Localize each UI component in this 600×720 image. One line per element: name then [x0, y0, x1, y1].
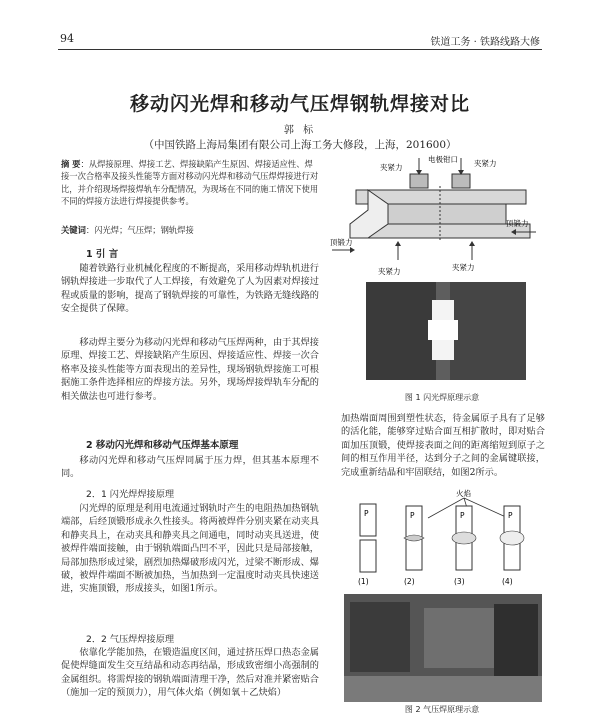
p-label-3: P [460, 511, 465, 520]
section-2-1-para: 闪光焊的原理是利用电流通过钢轨时产生的电阻热加热钢轨端部，后经顶锻形成永久性接头。将两被焊件分别夹紧在动夹具和静夹具上，在动夹具和静夹具之间通电，同时动夹具送进，使被焊件端面接触，由于钢轨端面凸凹不平，因此只是局部接触，局部加热形成过梁，剧烈加热爆破形成闪光，过梁不断形成、爆破，被焊件端面不断被加热，当加热到一定温度时动夹具快速送进，实施顶锻，形成接头，如图1所示。 [61, 503, 319, 595]
label-flame: 火焰 [456, 489, 471, 498]
keywords-label: 关键词 [61, 225, 86, 235]
p-label-4: P [508, 511, 513, 520]
section-2-para-1: 移动闪光焊和移动气压焊同属于压力焊，但其基本原理不同。 [61, 455, 319, 480]
section-2-title: 2 移动闪光焊和移动气压焊基本原理 [86, 440, 239, 451]
section-2-1-title: 2．1 闪光焊焊接原理 [86, 489, 175, 500]
paper-title: 移动闪光焊和移动气压焊钢轨焊接对比 [129, 93, 470, 115]
keywords [61, 224, 321, 236]
figure-2-diagram [344, 488, 544, 588]
section-1-para-2: 移动焊主要分为移动闪光焊和移动气压焊两种，由于其焊接原理、焊接工艺、焊接缺陷产生原因、焊接适应性、焊接一次合格率及接头性能等方面表现出的差异性，现场钢轨焊接施工可根据施工条件选择相应的焊接方法。另外，现场焊接焊轨车分配的相关做法也可进行参考。 [61, 337, 319, 402]
label-upset-left: 顶锻力 [330, 238, 353, 247]
author: 郭 标 [283, 125, 317, 136]
header-rule [58, 49, 542, 50]
step-label-4: (4) [502, 577, 513, 586]
figure-2-caption: 图 2 气压焊原理示意 [404, 705, 480, 714]
right-column-para: 加热端面周围到塑性状态，待金属原子具有了足够的活化能，能够穿过贴合面互相扩散时，即对贴合面加压顶锻，使焊接表面之间的距离缩短到原子之间的相互作用半径，达到分子之间的金属键联接，完成重新结晶和牢固联结，如图2所示。 [341, 413, 545, 478]
journal-header: 铁道工务 · 铁路线路大修 [430, 37, 540, 48]
p-label-2: P [410, 511, 415, 520]
figure-1 [328, 150, 546, 388]
p-label-1: P [364, 509, 369, 518]
affiliation: （中国铁路上海局集团有限公司上海工务大修段，上海，201600） [143, 139, 457, 151]
page-number: 94 [60, 32, 74, 45]
step-label-2: (2) [404, 577, 415, 586]
label-clamp-force-left: 夹紧力 [380, 163, 403, 172]
section-2-2-title: 2．2 气压焊焊接原理 [86, 634, 175, 645]
section-1-title: 1 引 言 [86, 249, 119, 260]
label-electrode: 电极钳口 [428, 155, 458, 164]
label-clamp-bottom-left: 夹紧力 [378, 267, 401, 276]
keywords-text: ：闪光焊；气压焊；钢轨焊接 [85, 225, 194, 235]
step-label-3: (3) [454, 577, 465, 586]
gas-welding-photo [344, 594, 542, 702]
abstract [61, 158, 319, 208]
section-2-2-para: 依靠化学能加热，在锻造温度区间，通过挤压焊口热态金属促使焊缝面发生交互结晶和动态再结晶，形成致密细小高强制的金属组织。将需焊接的钢轨端面清理干净，然后对准并紧密贴合（施加一定的预顶力），用气体火焰（例如氧＋乙炔焰） [61, 647, 319, 699]
abstract-text: ：从焊接原理、焊接工艺、焊接缺陷产生原因、焊接适应性、焊接一次合格率及接头性能等方面对移动闪光焊和移动气压焊焊接进行对比，并介绍现场焊接焊轨车分配情况，为现场在不同的施工情况下使用不同的焊接方法进行焊接提供参考。 [61, 159, 319, 207]
figure-1-caption: 图 1 闪光焊原理示意 [404, 393, 480, 402]
abstract-label: 摘 要 [61, 159, 81, 169]
label-clamp-force-right: 夹紧力 [474, 159, 497, 168]
label-clamp-bottom-right: 夹紧力 [452, 263, 475, 272]
step-label-1: (1) [358, 577, 369, 586]
section-1-para-1: 随着铁路行业机械化程度的不断提高，采用移动焊轨机进行钢轨焊接进一步取代了人工焊接，有效避免了人为因素对焊接过程或质量的影响，提高了钢轨焊接的可靠性，为铁路无缝线路的安全提供了保障。 [61, 263, 319, 315]
label-upset-right: 顶锻力 [506, 219, 529, 228]
rail-diagram [332, 158, 536, 260]
